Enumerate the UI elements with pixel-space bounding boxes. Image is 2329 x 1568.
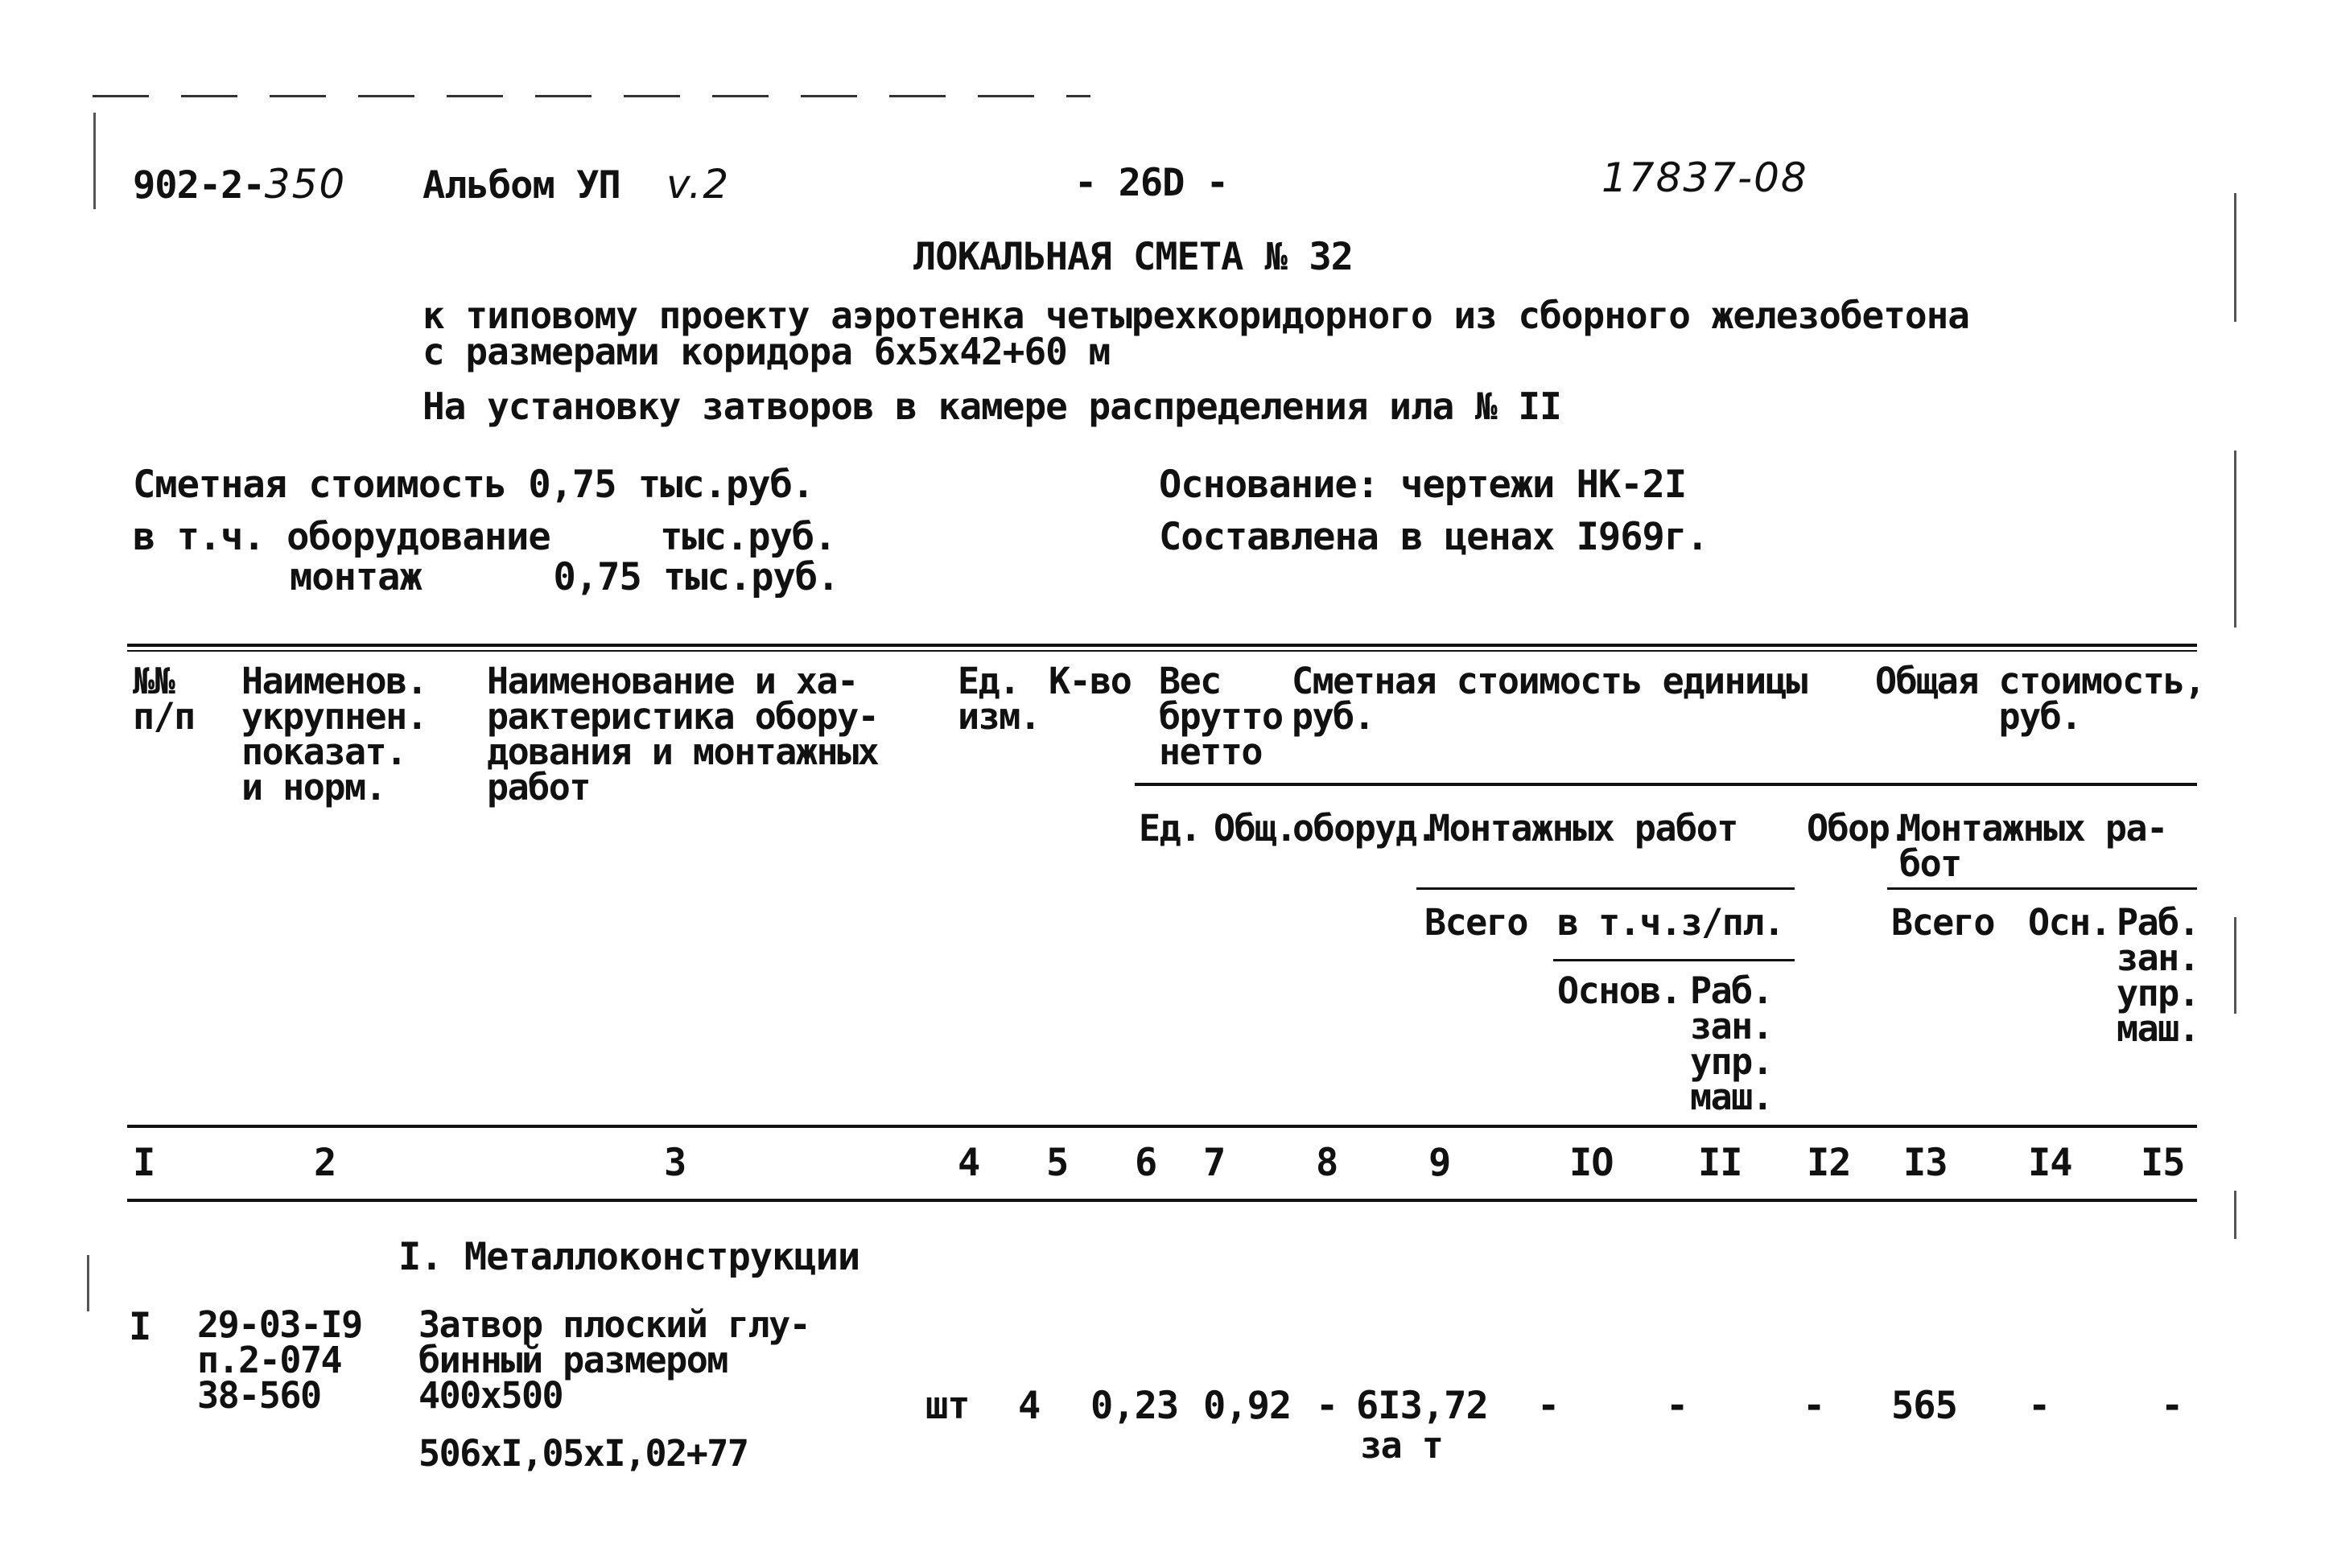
left-edge-mark	[93, 113, 96, 209]
page-number: - 26D -	[1074, 161, 1229, 205]
row-col14: -	[2028, 1384, 2051, 1428]
column-number: I3	[1903, 1141, 1948, 1185]
archive-number: 17837-08	[1601, 154, 1808, 201]
column-number: 8	[1316, 1141, 1338, 1185]
row-equipment-unit: -	[1316, 1384, 1338, 1428]
right-edge-mark	[2234, 1191, 2236, 1239]
header-mount-works-2: Монтажных ра- бот	[1899, 807, 2167, 885]
header-weight: Вес брутто нетто	[1159, 660, 1283, 773]
document-title: ЛОКАЛЬНАЯ СМЕТА № 32	[913, 235, 1353, 279]
header-machine-15: Раб. зан. упр. маш.	[2117, 901, 2199, 1050]
album	[423, 161, 730, 208]
title-line-1: к типовому проекту аэротенка четырехкоридорного из сборного железобетона	[423, 294, 1969, 337]
column-number: 6	[1135, 1141, 1157, 1185]
top-dashed-edge	[93, 95, 1090, 97]
column-number: 4	[958, 1141, 980, 1185]
header-rule-level3a	[1416, 887, 1795, 890]
column-number: I4	[2028, 1141, 2072, 1185]
doc-number	[133, 161, 346, 208]
header-equipment-2: Обор.	[1807, 807, 1910, 850]
row-col12: -	[1803, 1384, 1825, 1428]
header-total-cost: Общая стоимость, руб.	[1875, 660, 2205, 738]
incl-equipment: в т.ч. оборудование тыс.руб.	[133, 515, 836, 559]
section-title: I. Металлоконструкции	[398, 1235, 860, 1279]
table-top-rule	[127, 644, 2197, 647]
row-col13: 565	[1891, 1384, 1957, 1428]
row-col15: -	[2161, 1384, 2183, 1428]
header-unit: Ед. изм.	[958, 660, 1041, 738]
album-handwritten: v.2	[666, 161, 731, 208]
row-quantity: 4	[1018, 1384, 1041, 1428]
header-machine-11: Раб. зан. упр. маш.	[1690, 969, 1773, 1118]
column-number: I	[133, 1141, 155, 1185]
left-edge-mark	[87, 1255, 89, 1311]
header-equipment: оборуд.	[1292, 807, 1437, 850]
column-number: I2	[1807, 1141, 1851, 1185]
estimated-cost: Сметная стоимость 0,75 тыс.руб.	[133, 463, 814, 507]
header-number: №№ п/п	[133, 660, 195, 738]
column-number: 9	[1428, 1141, 1451, 1185]
header-mount-works: Монтажных работ	[1428, 807, 1737, 850]
right-edge-mark	[2234, 917, 2236, 1014]
row-code: 29-03-I9 п.2-074 38-560	[197, 1303, 362, 1417]
header-enlarged-indicator: Наименов. укрупнен. показат. и норм.	[241, 660, 427, 809]
prices-year: Составлена в ценах I969г.	[1159, 515, 1709, 559]
column-numbers-bottom-rule	[127, 1199, 2197, 1202]
title-line-2: с размерами коридора 6х5х42+60 м	[423, 330, 1111, 373]
incl-mount: монтаж 0,75 тыс.руб.	[290, 555, 839, 599]
header-rule-level4	[1553, 959, 1795, 961]
row-unit: шт	[925, 1384, 970, 1428]
row-name: Затвор плоский глу- бинный размером 400х500	[418, 1303, 810, 1417]
column-numbers-top-rule	[127, 1125, 2197, 1128]
row-weight-total: 0,92	[1203, 1384, 1292, 1428]
header-weight-unit: Ед.	[1139, 807, 1201, 850]
column-number: IO	[1569, 1141, 1614, 1185]
row-col11: -	[1666, 1384, 1688, 1428]
row-formula: 506хI,05хI,02+77	[418, 1432, 748, 1475]
doc-number-handwritten: 350	[264, 161, 347, 208]
header-total-9: Всего	[1424, 901, 1527, 944]
header-rule-level2	[1135, 783, 2197, 786]
header-main-10: Основ.	[1557, 969, 1681, 1012]
column-number: 2	[314, 1141, 336, 1185]
header-weight-total: Общ.	[1214, 807, 1296, 850]
table-top-rule-2	[127, 650, 2197, 652]
title-line-3: На установку затворов в камере распределения ила № II	[423, 385, 1561, 428]
header-total-13: Всего	[1891, 901, 1994, 944]
column-number: 5	[1046, 1141, 1069, 1185]
header-name-characteristics: Наименование и ха- рактеристика обору- дования и монтажных работ	[487, 660, 879, 809]
column-number: 3	[664, 1141, 686, 1185]
right-edge-mark	[2234, 451, 2236, 628]
row-weight-unit: 0,23	[1090, 1384, 1179, 1428]
row-mount-total: 6I3,72	[1356, 1384, 1488, 1428]
column-number: 7	[1203, 1141, 1226, 1185]
row-per-ton: за т	[1360, 1424, 1443, 1467]
header-unit-cost: Сметная стоимость единицы руб.	[1292, 660, 1807, 738]
header-quantity: К-во	[1049, 660, 1132, 702]
basis: Основание: чертежи НК-2I	[1159, 463, 1687, 507]
header-main-14: Осн.	[2028, 901, 2111, 944]
right-edge-mark	[2234, 193, 2236, 322]
row-number: I	[129, 1305, 151, 1349]
column-number: II	[1698, 1141, 1742, 1185]
header-incl-wage: в т.ч.з/пл.	[1557, 901, 1784, 944]
doc-number-printed: 902-2-	[133, 163, 265, 208]
header-rule-level3b	[1887, 887, 2197, 890]
column-number: I5	[2141, 1141, 2185, 1185]
album-printed: Альбом УП	[423, 163, 620, 208]
row-col10: -	[1537, 1384, 1560, 1428]
